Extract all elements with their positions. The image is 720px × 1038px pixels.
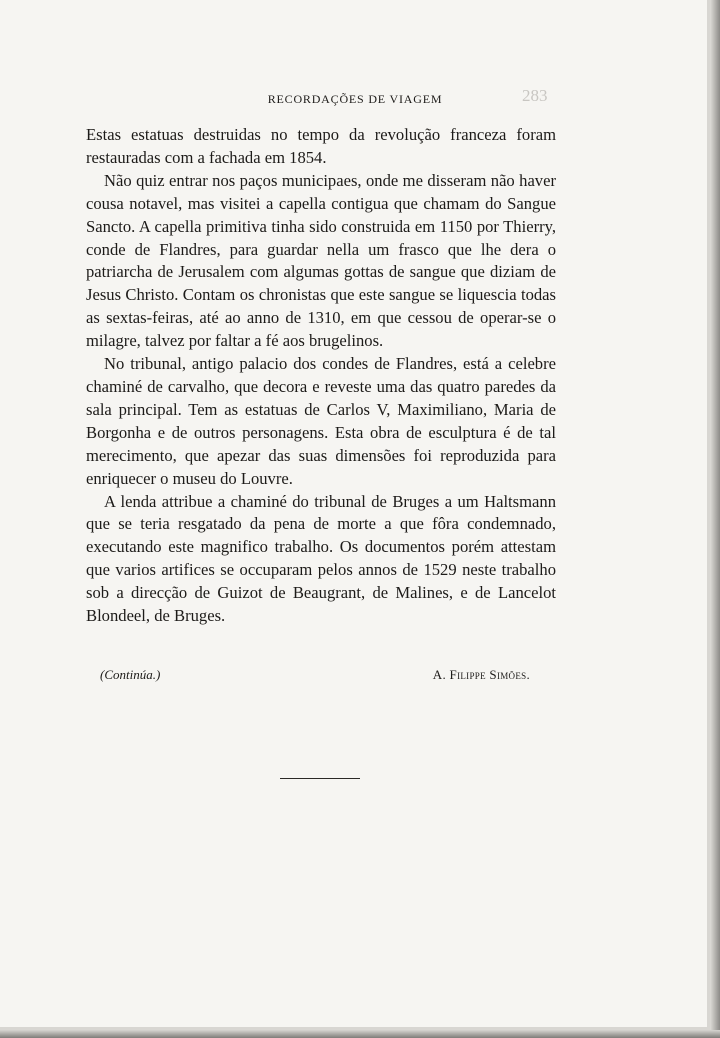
paragraph-4: A lenda attribue a chaminé do tribunal de Bruges a um Haltsmann que se teria resgatado da pena de morte a que fôra condemnado, executando este magnifico trabalho. Os documentos porém attestam que varios artifices se occuparam pelos annos de 1529 neste trabalho sob a direcção de Guizot de Beaugrant, de Malines, e de Lancelot Blondeel, de Bruges. bbox=[86, 491, 556, 626]
page-edge-right bbox=[710, 0, 720, 1038]
article-body bbox=[86, 124, 556, 628]
section-divider bbox=[280, 778, 360, 779]
show-through-text-lower bbox=[90, 640, 700, 960]
continua-note: (Continúa.) bbox=[100, 667, 161, 682]
paragraph-2: Não quiz entrar nos paços municipaes, onde me disseram não haver cousa notavel, mas visitei a capella contigua que chamam do Sangue Sancto. A capella primitiva tinha sido construida em 1150 por Thierry, conde de Flandres, para guardar nella um frasco que lhe dera o patriarcha de Jerusalem com algumas gottas de sangue que diziam de Jesus Christo. Contam os chronistas que este sangue se liquescia todas as sextas-feiras, até ao anno de 1310, em que cessou de operar-se o milagre, talvez por faltar a fé aos brugelinos. bbox=[86, 170, 556, 351]
paragraph-1: Estas estatuas destruidas no tempo da revolução franceza foram restauradas com a fachada em 1854. bbox=[86, 125, 556, 167]
author-signature: A. Filippe Simões. bbox=[432, 667, 530, 682]
page-edge-bottom bbox=[0, 1030, 720, 1038]
paragraph-3: No tribunal, antigo palacio dos condes de Flandres, está a celebre chaminé de carvalho, que decora e reveste uma das quatro paredes da sala principal. Tem as estatuas de Carlos V, Maximiliano, Maria de Borgonha e de outros personagens. Esta obra de esculptura é de tal merecimento, que apezar das suas dimensões foi reproduzida para enriquecer o museu do Louvre. bbox=[86, 354, 556, 488]
running-header: RECORDAÇÕES DE VIAGEM bbox=[267, 92, 443, 106]
page-number: 283 bbox=[522, 86, 548, 105]
